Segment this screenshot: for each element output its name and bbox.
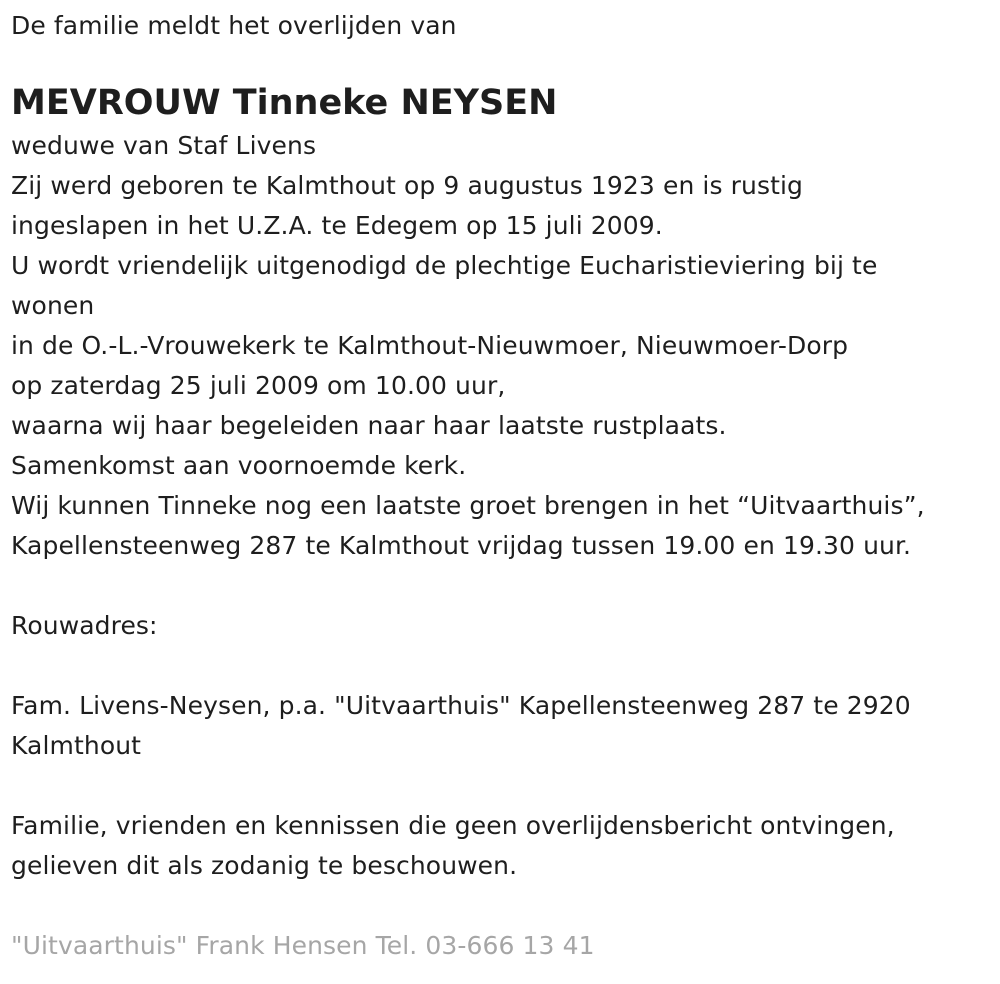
address-line: Kalmthout (11, 731, 142, 760)
closing-line: gelieven dit als zodanig te beschouwen. (11, 851, 518, 880)
closing-line: Familie, vrienden en kennissen die geen overlijdensbericht ontvingen, (11, 811, 895, 840)
body-line-farewell: Wij kunnen Tinneke nog een laatste groet brengen in het “Uitvaarthuis”, (11, 491, 925, 520)
address-line: Fam. Livens-Neysen, p.a. "Uitvaarthuis" Kapellensteenweg 287 te 2920 (11, 691, 911, 720)
spacer (11, 566, 991, 606)
body-line-invitation: U wordt vriendelijk uitgenodigd de plechtige Eucharistieviering bij te (11, 251, 878, 280)
spacer (11, 46, 991, 76)
closing-note (11, 806, 991, 886)
body-line-passed: ingeslapen in het U.Z.A. te Edegem op 15 juli 2009. (11, 211, 663, 240)
body-line-church: in de O.-L.-Vrouwekerk te Kalmthout-Nieuwmoer, Nieuwmoer-Dorp (11, 331, 849, 360)
obituary-notice (11, 6, 991, 966)
body-line-date: op zaterdag 25 juli 2009 om 10.00 uur, (11, 371, 506, 400)
body-line-meeting: Samenkomst aan voornoemde kerk. (11, 451, 467, 480)
body-line-burial: waarna wij haar begeleiden naar haar laatste rustplaats. (11, 411, 727, 440)
funeral-home-footer: "Uitvaarthuis" Frank Hensen Tel. 03-666 13 41 (11, 931, 595, 960)
deceased-name: MEVROUW Tinneke NEYSEN (11, 83, 558, 123)
spacer (11, 886, 991, 926)
mourning-address (11, 686, 991, 766)
spacer (11, 646, 991, 686)
spacer (11, 766, 991, 806)
rouwadres-label: Rouwadres: (11, 611, 158, 640)
body-line-born: Zij werd geboren te Kalmthout op 9 augustus 1923 en is rustig (11, 171, 804, 200)
body-line-widow: weduwe van Staf Livens (11, 131, 317, 160)
body-line-invitation-cont: wonen (11, 291, 95, 320)
body-line-farewell-time: Kapellensteenweg 287 te Kalmthout vrijdag tussen 19.00 en 19.30 uur. (11, 531, 912, 560)
announcement-body (11, 126, 991, 566)
intro-text: De familie meldt het overlijden van (11, 11, 457, 40)
